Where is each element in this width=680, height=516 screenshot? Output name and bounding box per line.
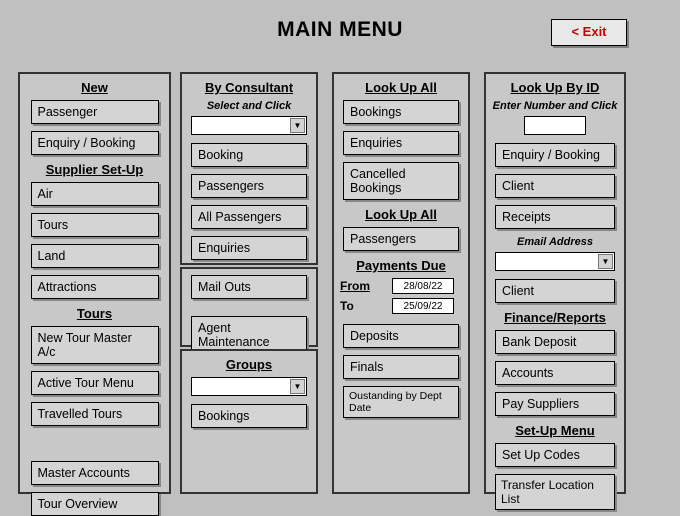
groups-select[interactable] — [191, 377, 307, 396]
supplier-land-button[interactable]: Land — [31, 244, 159, 268]
payments-to-date[interactable]: 25/09/22 — [392, 298, 454, 314]
section-header-look-up-all-2: Look Up All — [365, 207, 437, 222]
payments-from-row — [340, 278, 468, 294]
chevron-down-icon[interactable]: ▼ — [598, 254, 613, 269]
section-header-set-up-menu: Set-Up Menu — [515, 423, 595, 438]
lookup-cancelled-bookings-button[interactable]: Cancelled Bookings — [343, 162, 459, 200]
payments-finals-button[interactable]: Finals — [343, 355, 459, 379]
supplier-tours-button[interactable]: Tours — [31, 213, 159, 237]
travelled-tours-button[interactable]: Travelled Tours — [31, 402, 159, 426]
page-title: MAIN MENU — [277, 18, 403, 41]
lookup-enquiries-button[interactable]: Enquiries — [343, 131, 459, 155]
tour-overview-button[interactable]: Tour Overview — [31, 492, 159, 516]
section-header-look-up-by-id: Look Up By ID — [510, 80, 600, 95]
section-header-look-up-all: Look Up All — [365, 80, 437, 95]
new-passenger-button[interactable]: Passenger — [31, 100, 159, 124]
active-tour-menu-button[interactable]: Active Tour Menu — [31, 371, 159, 395]
payments-deposits-button[interactable]: Deposits — [343, 324, 459, 348]
lookup-passengers-button[interactable]: Passengers — [343, 227, 459, 251]
by-consultant-instruction: Select and Click — [206, 100, 292, 112]
payments-to-row — [340, 298, 468, 314]
new-tour-master-ac-button[interactable]: New Tour Master A/c — [31, 326, 159, 364]
look-up-by-id-instruction: Enter Number and Click — [492, 100, 618, 112]
id-client-button[interactable]: Client — [495, 174, 615, 198]
accounts-button[interactable]: Accounts — [495, 361, 615, 385]
payments-from-date[interactable]: 28/08/22 — [392, 278, 454, 294]
chevron-down-icon[interactable]: ▼ — [290, 379, 305, 394]
section-header-payments-due: Payments Due — [356, 258, 446, 273]
mail-outs-button[interactable]: Mail Outs — [191, 275, 307, 299]
consultant-enquiries-button[interactable]: Enquiries — [191, 236, 307, 260]
id-enquiry-booking-button[interactable]: Enquiry / Booking — [495, 143, 615, 167]
section-header-new: New — [81, 80, 108, 95]
section-header-finance-reports: Finance/Reports — [504, 310, 606, 325]
chevron-down-icon[interactable]: ▼ — [290, 118, 305, 133]
agent-maintenance-button[interactable]: Agent Maintenance — [191, 316, 307, 354]
consultant-booking-button[interactable]: Booking — [191, 143, 307, 167]
payments-from-label: From — [340, 279, 370, 293]
panel-groups — [180, 349, 318, 494]
consultant-select[interactable] — [191, 116, 307, 135]
spacer — [20, 433, 169, 461]
groups-bookings-button[interactable]: Bookings — [191, 404, 307, 428]
panel-look-up-by-id — [484, 72, 626, 506]
email-address-select[interactable] — [495, 252, 615, 271]
transfer-location-list-button[interactable]: Transfer Location List — [495, 474, 615, 510]
master-accounts-button[interactable]: Master Accounts — [31, 461, 159, 485]
panel-look-up-all — [332, 72, 470, 494]
panel-by-consultant — [180, 72, 318, 265]
panel-new — [18, 72, 171, 511]
consultant-all-passengers-button[interactable]: All Passengers — [191, 205, 307, 229]
new-enquiry-booking-button[interactable]: Enquiry / Booking — [31, 131, 159, 155]
section-header-by-consultant: By Consultant — [204, 80, 294, 95]
section-header-groups: Groups — [225, 357, 273, 372]
payments-to-label: To — [340, 299, 354, 313]
panel-mail-agent — [180, 267, 318, 347]
pay-suppliers-button[interactable]: Pay Suppliers — [495, 392, 615, 416]
supplier-attractions-button[interactable]: Attractions — [31, 275, 159, 299]
outstanding-by-dept-date-button[interactable]: Oustanding by Dept Date — [343, 386, 459, 418]
exit-button[interactable]: < Exit — [551, 19, 627, 46]
set-up-codes-button[interactable]: Set Up Codes — [495, 443, 615, 467]
email-client-button[interactable]: Client — [495, 279, 615, 303]
spacer — [182, 306, 316, 316]
section-header-tours: Tours — [76, 306, 113, 321]
bank-deposit-button[interactable]: Bank Deposit — [495, 330, 615, 354]
id-number-input[interactable] — [524, 116, 586, 135]
supplier-air-button[interactable]: Air — [31, 182, 159, 206]
section-header-email-address: Email Address — [516, 236, 593, 248]
id-receipts-button[interactable]: Receipts — [495, 205, 615, 229]
lookup-bookings-button[interactable]: Bookings — [343, 100, 459, 124]
consultant-passengers-button[interactable]: Passengers — [191, 174, 307, 198]
section-header-supplier-setup: Supplier Set-Up — [45, 162, 144, 177]
